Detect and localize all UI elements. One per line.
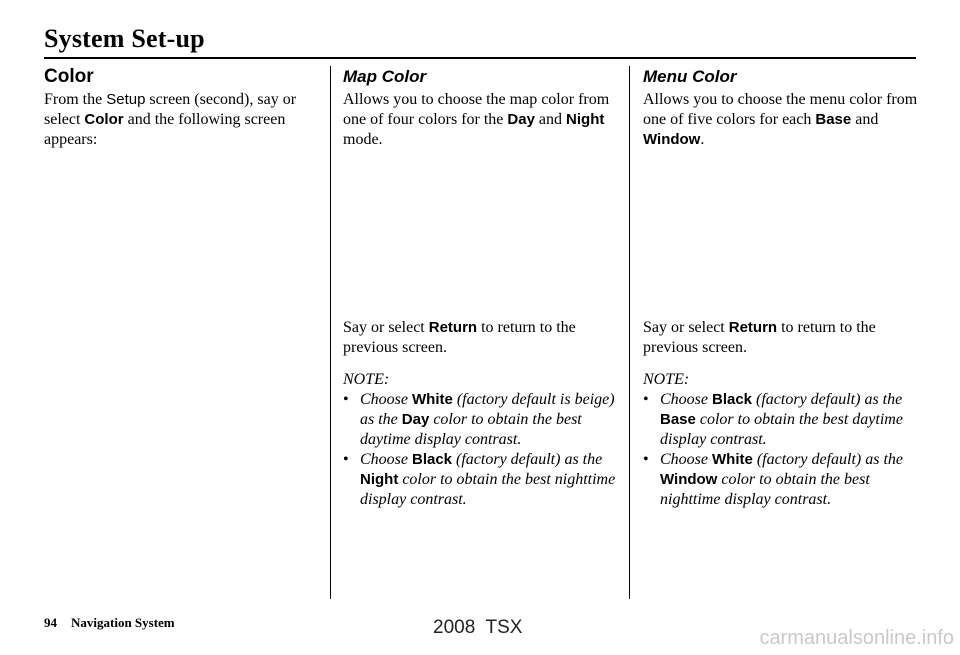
- menu-color-section: [643, 67, 919, 508]
- keyword-color: Color: [84, 111, 124, 128]
- menu-color-return: Say or select Return to return to the previous screen.: [643, 319, 876, 356]
- bullet-icon: •: [343, 451, 349, 468]
- page-footer: [44, 615, 175, 631]
- column-divider-left: [330, 66, 331, 599]
- model-watermark: 2008 TSX: [433, 617, 523, 638]
- note-title: NOTE:: [343, 371, 390, 388]
- color-section: [44, 67, 320, 150]
- map-color-intro: Allows you to choose the map color from one of four colors for the Day and Night mode.: [343, 91, 610, 148]
- bullet-icon: •: [643, 391, 649, 408]
- map-color-lower: [343, 318, 619, 510]
- page-number: 94: [44, 615, 57, 630]
- map-color-heading: Map Color: [343, 67, 427, 86]
- menu-color-notes: [643, 390, 919, 510]
- page-title: System Set-up: [44, 24, 205, 53]
- keyword-setup: Setup: [106, 91, 146, 108]
- map-color-notes: [343, 390, 619, 510]
- keyword-day: Day: [507, 111, 535, 128]
- note-item: • Choose Black (factory default) as the Base color to obtain the best daytime display contrast.: [643, 391, 903, 448]
- map-color-section: [343, 67, 619, 508]
- map-color-return: Say or select Return to return to the previous screen.: [343, 319, 576, 356]
- color-intro: From the Setup screen (second), say or select Color and the following screen appears:: [44, 91, 297, 148]
- note-title: NOTE:: [643, 371, 690, 388]
- menu-color-heading: Menu Color: [643, 67, 737, 86]
- note-item: • Choose White (factory default) as the Window color to obtain the best nighttime display contrast.: [643, 451, 904, 508]
- bullet-icon: •: [643, 451, 649, 468]
- color-heading: Color: [44, 66, 94, 87]
- column-divider-right: [629, 66, 630, 599]
- note-item: • Choose Black (factory default) as the Night color to obtain the best nighttime display contrast.: [343, 451, 616, 508]
- keyword-night: Night: [566, 111, 605, 128]
- site-watermark: carmanualsonline.info: [759, 627, 954, 649]
- keyword-base: Base: [815, 111, 852, 128]
- keyword-return: Return: [728, 319, 778, 336]
- menu-color-intro: Allows you to choose the menu color from one of five colors for each Base and Window.: [643, 91, 918, 148]
- bullet-icon: •: [343, 391, 349, 408]
- title-rule: [44, 57, 916, 59]
- note-item: • Choose White (factory default is beige) as the Day color to obtain the best daytime display contrast.: [343, 391, 615, 448]
- keyword-return: Return: [428, 319, 478, 336]
- keyword-window: Window: [643, 131, 701, 148]
- menu-color-lower: [643, 318, 919, 510]
- footer-section-name: Navigation System: [71, 615, 175, 630]
